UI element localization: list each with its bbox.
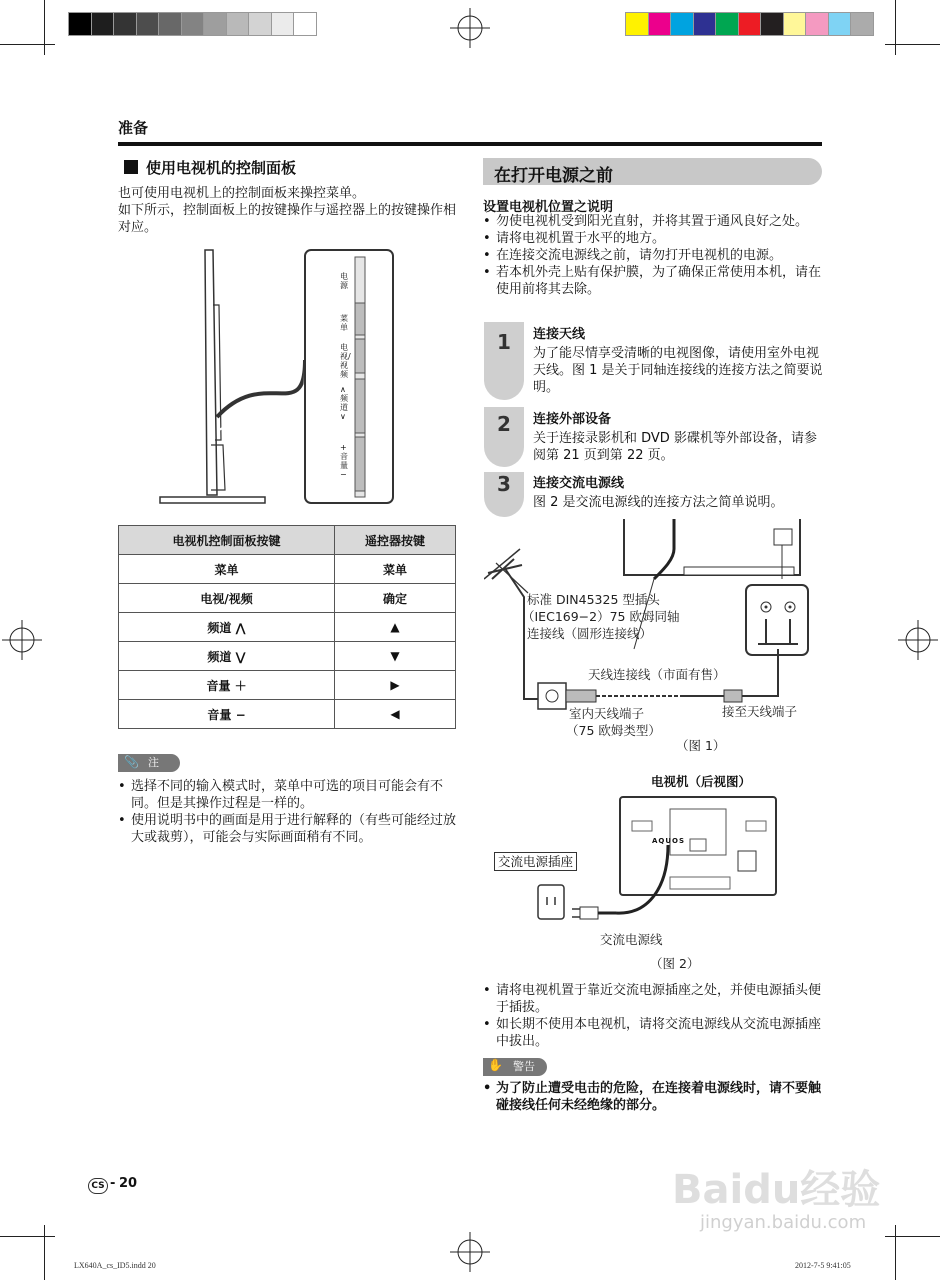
color-swatch	[693, 12, 717, 36]
step-body: 为了能尽情享受清晰的电视图像，请使用室外电视天线。图 1 是关于同轴连接线的连接方法之简要说明。	[533, 346, 823, 395]
warning-label: 警告	[513, 1060, 535, 1073]
control-panel-illustration	[155, 245, 415, 510]
color-swatch	[113, 12, 137, 36]
table-header: 电视机控制面板按键	[119, 526, 335, 555]
table-cell: 菜单	[119, 555, 335, 584]
crop-mark	[44, 0, 45, 55]
color-swatch	[293, 12, 317, 36]
table-row	[119, 700, 456, 729]
registration-mark-left	[2, 620, 42, 660]
note-label: 注	[148, 756, 159, 769]
section-title: 准备	[118, 119, 149, 137]
fig1-indoor-line2: （75 欧姆类型）	[566, 723, 661, 738]
placement-title: 设置电视机位置之说明	[483, 200, 614, 215]
crop-mark	[895, 1225, 896, 1280]
table-cell: 频道 ⋀	[119, 613, 335, 642]
fig1-plug-line1: 标准 DIN45325 型插头	[527, 592, 660, 607]
step-title: 连接天线	[533, 327, 586, 342]
color-swatch	[625, 12, 649, 36]
warning-text-block	[483, 1080, 823, 1114]
table-cell: 音量 −	[119, 700, 335, 729]
table-cell: ▲	[335, 613, 456, 642]
intro-line2: 如下所示，控制面板上的按键操作与遥控器上的按键操作相对应。	[118, 203, 457, 235]
table-cell: ▶	[335, 671, 456, 700]
fig1-indoor-line1: 室内天线端子	[569, 706, 645, 721]
fig1-antenna-cable: 天线连接线（市面有售）	[588, 667, 726, 682]
language-badge: CS	[88, 1178, 108, 1194]
table-row	[119, 671, 456, 700]
fig2-brand: AQUOS	[652, 837, 686, 845]
color-swatch	[91, 12, 115, 36]
note-item: • 选择不同的输入模式时，菜单中可选的项目可能会有不同。但是其操作过程是一样的。	[118, 778, 458, 812]
color-swatch	[248, 12, 272, 36]
step-body: 图 2 是交流电源线的连接方法之简单说明。	[533, 495, 784, 510]
color-swatch	[181, 12, 205, 36]
placement-list	[483, 213, 823, 298]
color-swatch	[158, 12, 182, 36]
color-swatch	[271, 12, 295, 36]
fig2-tv-rear-label: 电视机（后视图）	[651, 774, 752, 789]
control-panel-title: 使用电视机的控制面板	[146, 159, 297, 177]
fig2-outlet-label: 交流电源插座	[494, 852, 577, 871]
file-name: LX640A_cs_ID5.indd 20	[74, 1261, 156, 1270]
after-list	[483, 982, 823, 1050]
table-cell: ▼	[335, 642, 456, 671]
crop-mark	[895, 0, 896, 55]
fig1-plug-line3: 连接线（圆形连接线）	[527, 626, 653, 641]
step-number: 2	[497, 412, 511, 436]
warning-text: • 为了防止遭受电击的危险，在连接着电源线时，请不要触碰接线任何未经绝缘的部分。	[483, 1080, 823, 1114]
color-swatch	[648, 12, 672, 36]
watermark-logo: Baidu经验	[672, 1167, 881, 1213]
registration-mark-right	[898, 620, 938, 660]
color-swatch	[783, 12, 807, 36]
before-power-title: 在打开电源之前	[494, 166, 613, 186]
registration-mark-top	[450, 8, 490, 48]
table-row	[119, 555, 456, 584]
step-number: 1	[497, 330, 511, 354]
fig1-plug-line2: （IEC169−2）75 欧姆同轴	[522, 609, 680, 624]
intro-line1: 也可使用电视机上的控制面板来操控菜单。	[118, 186, 366, 201]
placement-item: • 若本机外壳上贴有保护膜，为了确保正常使用本机，请在使用前将其去除。	[483, 264, 823, 298]
table-cell: 菜单	[335, 555, 456, 584]
crop-mark	[0, 44, 55, 45]
placement-item: • 请将电视机置于水平的地方。	[483, 230, 823, 247]
print-date: 2012-7-5 9:41:05	[795, 1261, 851, 1270]
color-swatch	[226, 12, 250, 36]
color-swatch	[760, 12, 784, 36]
notes-list	[118, 778, 458, 846]
after-item: • 如长期不使用本电视机，请将交流电源线从交流电源插座中拔出。	[483, 1016, 823, 1050]
fig1-to-terminal: 接至天线端子	[722, 704, 798, 719]
registration-mark-bottom	[450, 1232, 490, 1272]
table-cell: 频道 ⋁	[119, 642, 335, 671]
step-number: 3	[497, 472, 511, 496]
table-cell: 音量 ＋	[119, 671, 335, 700]
page-number: 20	[119, 1176, 138, 1191]
color-swatch	[136, 12, 160, 36]
paperclip-icon: 📎	[124, 755, 139, 769]
fig2-caption: （图 2）	[650, 956, 700, 971]
note-item: • 使用说明书中的画面是用于进行解释的（有些可能经过放大或裁剪），可能会与实际画面稍有不同。	[118, 812, 458, 846]
color-swatch	[850, 12, 874, 36]
color-swatch	[828, 12, 852, 36]
fig2-cord-label: 交流电源线	[600, 932, 663, 947]
step-body: 关于连接录影机和 DVD 影碟机等外部设备，请参阅第 21 页到第 22 页。	[533, 431, 817, 463]
color-swatch	[670, 12, 694, 36]
crop-mark	[44, 1225, 45, 1280]
placement-item: • 勿使电视机受到阳光直射，并将其置于通风良好之处。	[483, 213, 823, 230]
panel-label-tv-video: 电视/视频	[340, 343, 351, 379]
color-swatch	[203, 12, 227, 36]
fig1-caption: （图 1）	[676, 738, 726, 753]
square-bullet-icon	[124, 160, 138, 174]
crop-mark	[0, 1236, 55, 1237]
color-swatch	[715, 12, 739, 36]
color-swatch	[805, 12, 829, 36]
placement-item: • 在连接交流电源线之前，请勿打开电视机的电源。	[483, 247, 823, 264]
panel-label-power: 电源	[340, 272, 348, 290]
hand-icon: ✋	[488, 1058, 503, 1072]
after-item: • 请将电视机置于靠近交流电源插座之处，并使电源插头便于插拔。	[483, 982, 823, 1016]
crop-mark	[885, 1236, 940, 1237]
table-header: 遥控器按键	[335, 526, 456, 555]
panel-label-channel: ∧ 频道 ∨	[340, 385, 348, 421]
table-row	[119, 642, 456, 671]
table-cell: 确定	[335, 584, 456, 613]
crop-mark	[885, 44, 940, 45]
table-row	[119, 613, 456, 642]
panel-label-volume: + 音量 −	[340, 443, 348, 479]
step-title: 连接交流电源线	[533, 476, 625, 491]
step-title: 连接外部设备	[533, 412, 612, 427]
panel-label-menu: 菜单	[340, 314, 348, 332]
table-cell: ◀	[335, 700, 456, 729]
header-rule	[118, 142, 822, 146]
color-swatch	[738, 12, 762, 36]
table-row	[119, 584, 456, 613]
color-swatch	[68, 12, 92, 36]
table-cell: 电视/视频	[119, 584, 335, 613]
watermark-url: jingyan.baidu.com	[700, 1212, 867, 1233]
button-mapping-table	[118, 525, 456, 729]
